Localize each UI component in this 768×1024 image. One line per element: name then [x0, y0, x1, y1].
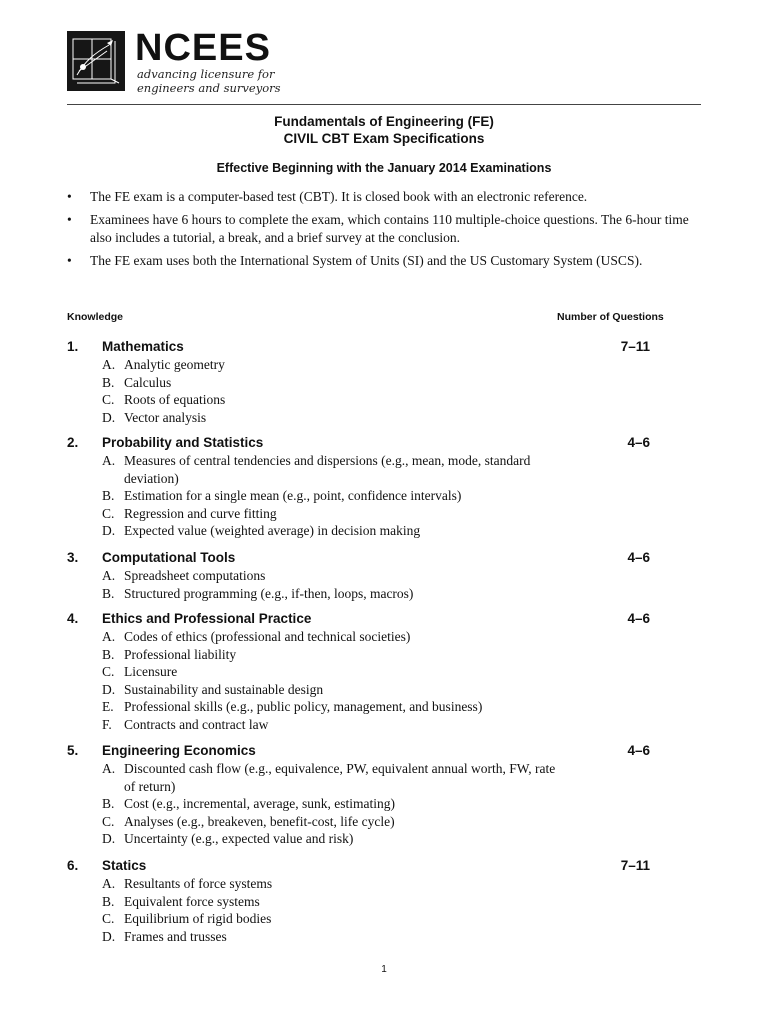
topic-item: [67, 628, 564, 646]
topic-text: Spreadsheet computations: [124, 568, 266, 583]
topic-list: [67, 760, 707, 848]
topic-item: [67, 698, 564, 716]
topic-letter: B.: [102, 374, 115, 390]
section-statics: [67, 857, 707, 945]
logo-tagline-line1: advancing licensure for: [137, 67, 275, 81]
section-number: 3.: [67, 550, 79, 565]
section-number: 4.: [67, 611, 79, 626]
topic-text: Equivalent force systems: [124, 893, 260, 909]
topic-text: Licensure: [124, 664, 178, 679]
section-title: Probability and Statistics: [102, 435, 264, 450]
ncees-logo-mark: [67, 31, 125, 91]
section-title: Statics: [102, 858, 147, 873]
topic-letter: C.: [102, 505, 115, 521]
topic-item: [67, 356, 564, 374]
topic-item: [67, 893, 564, 911]
exam-info-list: [67, 188, 701, 275]
section-title: Computational Tools: [102, 550, 236, 565]
section-probability-statistics: [67, 434, 707, 540]
knowledge-column-header: Knowledge: [67, 311, 124, 323]
topic-text: Uncertainty (e.g., expected value and risk): [124, 831, 354, 846]
survey-grid-icon: [67, 31, 125, 91]
topic-item: [67, 646, 564, 664]
topic-letter: C.: [102, 813, 115, 829]
topic-letter: E.: [102, 699, 114, 714]
topic-item: [67, 795, 564, 813]
topic-item: [67, 875, 564, 893]
topic-text: Analyses (e.g., breakeven, benefit-cost, life cycle): [124, 813, 395, 829]
topic-text: Equilibrium of rigid bodies: [124, 911, 272, 926]
document-title: Fundamentals of Engineering (FE): [274, 114, 494, 129]
section-computational-tools: [67, 549, 707, 602]
section-heading: [67, 338, 707, 356]
topic-text: Cost (e.g., incremental, average, sunk, estimating): [124, 796, 396, 811]
question-count: 4–6: [627, 550, 650, 565]
logo-wordmark: NCEES: [135, 27, 271, 69]
topic-item: [67, 374, 564, 392]
page-number: 1: [381, 964, 387, 975]
topic-item: [67, 505, 564, 523]
topic-text: Roots of equations: [124, 392, 226, 407]
topic-text: Analytic geometry: [124, 357, 225, 372]
topic-text: Measures of central tendencies and dispersions (e.g., mean, mode, standard deviation): [124, 453, 531, 486]
topic-item: [67, 452, 564, 487]
exam-info-item: • The FE exam uses both the International System of Units (SI) and the US Customary System (USCS).: [67, 252, 701, 270]
topic-letter: D.: [102, 409, 116, 425]
topic-letter: A.: [102, 453, 116, 468]
topic-text: Sustainability and sustainable design: [124, 681, 324, 697]
topic-letter: B.: [102, 585, 115, 601]
section-heading: [67, 434, 707, 452]
topic-letter: B.: [102, 646, 115, 662]
topic-text: Expected value (weighted average) in decision making: [124, 523, 421, 538]
topic-letter: C.: [102, 664, 115, 679]
logo-tagline-line2: engineers and surveyors: [137, 81, 281, 95]
topic-text: Professional liability: [124, 646, 237, 662]
question-count: 4–6: [627, 743, 650, 758]
question-count-column-header: Number of Questions: [557, 311, 664, 323]
topic-item: [67, 663, 564, 681]
topic-letter: B.: [102, 488, 115, 503]
topic-letter: A.: [102, 761, 116, 776]
topic-letter: B.: [102, 893, 115, 909]
topic-item: [67, 813, 564, 831]
exam-info-item: • The FE exam is a computer-based test (CBT). It is closed book with an electronic reference.: [67, 188, 701, 206]
section-title: Ethics and Professional Practice: [102, 611, 312, 626]
exam-info-item: • Examinees have 6 hours to complete the exam, which contains 110 multiple-choice questions. The 6-hour time also includes a tutorial, a break, and a brief survey at the conclusion.: [67, 211, 701, 247]
topic-letter: F.: [102, 716, 112, 732]
section-number: 1.: [67, 339, 79, 354]
topic-item: [67, 830, 564, 848]
topic-letter: A.: [102, 568, 116, 583]
topic-text: Frames and trusses: [124, 928, 227, 944]
topic-item: [67, 487, 564, 505]
topic-text: Regression and curve fitting: [124, 505, 277, 521]
topic-list: [67, 356, 707, 426]
section-heading: [67, 742, 707, 760]
section-engineering-economics: [67, 742, 707, 848]
topic-text: Structured programming (e.g., if-then, loops, macros): [124, 585, 414, 601]
topic-letter: A.: [102, 876, 116, 891]
topic-letter: A.: [102, 357, 116, 372]
topic-text: Codes of ethics (professional and technical societies): [124, 629, 411, 644]
topic-text: Estimation for a single mean (e.g., point, confidence intervals): [124, 488, 462, 503]
topic-item: [67, 760, 564, 795]
header-divider: [67, 104, 701, 105]
topic-letter: D.: [102, 928, 116, 944]
topic-letter: B.: [102, 796, 115, 811]
document-subtitle: CIVIL CBT Exam Specifications: [283, 131, 485, 146]
section-heading: [67, 610, 707, 628]
topic-letter: D.: [102, 681, 116, 697]
topic-text: Professional skills (e.g., public policy, management, and business): [124, 699, 483, 714]
section-heading: [67, 857, 707, 875]
topic-letter: A.: [102, 629, 116, 644]
question-count: 7–11: [620, 858, 650, 873]
question-count: 4–6: [627, 611, 650, 626]
topic-item: [67, 681, 564, 699]
section-number: 5.: [67, 743, 79, 758]
topic-item: [67, 585, 564, 603]
topic-text: Discounted cash flow (e.g., equivalence, PW, equivalent annual worth, FW, rate of return): [124, 761, 556, 794]
topic-item: [67, 522, 564, 540]
topic-text: Vector analysis: [124, 409, 207, 425]
topic-text: Contracts and contract law: [124, 716, 269, 732]
section-number: 2.: [67, 435, 79, 450]
topic-list: [67, 567, 707, 602]
topic-item: [67, 409, 564, 427]
topic-item: [67, 928, 564, 946]
topic-letter: D.: [102, 831, 116, 846]
question-count: 7–11: [620, 339, 650, 354]
topic-list: [67, 875, 707, 945]
section-ethics-professional-practice: [67, 610, 707, 733]
topic-text: Resultants of force systems: [124, 876, 273, 891]
topic-item: [67, 910, 564, 928]
topic-list: [67, 452, 707, 540]
effective-date-note: Effective Beginning with the January 2014 Examinations: [216, 161, 552, 175]
document-titles: [0, 113, 768, 176]
topic-item: [67, 391, 564, 409]
topic-letter: D.: [102, 523, 116, 538]
section-heading: [67, 549, 707, 567]
section-mathematics: [67, 338, 707, 426]
topic-list: [67, 628, 707, 733]
logo-tagline: [137, 67, 297, 95]
section-number: 6.: [67, 858, 79, 873]
topic-text: Calculus: [124, 374, 172, 390]
topic-letter: C.: [102, 911, 115, 926]
topic-item: [67, 567, 564, 585]
topic-item: [67, 716, 564, 734]
section-title: Engineering Economics: [102, 743, 256, 758]
question-count: 4–6: [627, 435, 650, 450]
section-title: Mathematics: [102, 339, 184, 354]
topic-letter: C.: [102, 392, 115, 407]
